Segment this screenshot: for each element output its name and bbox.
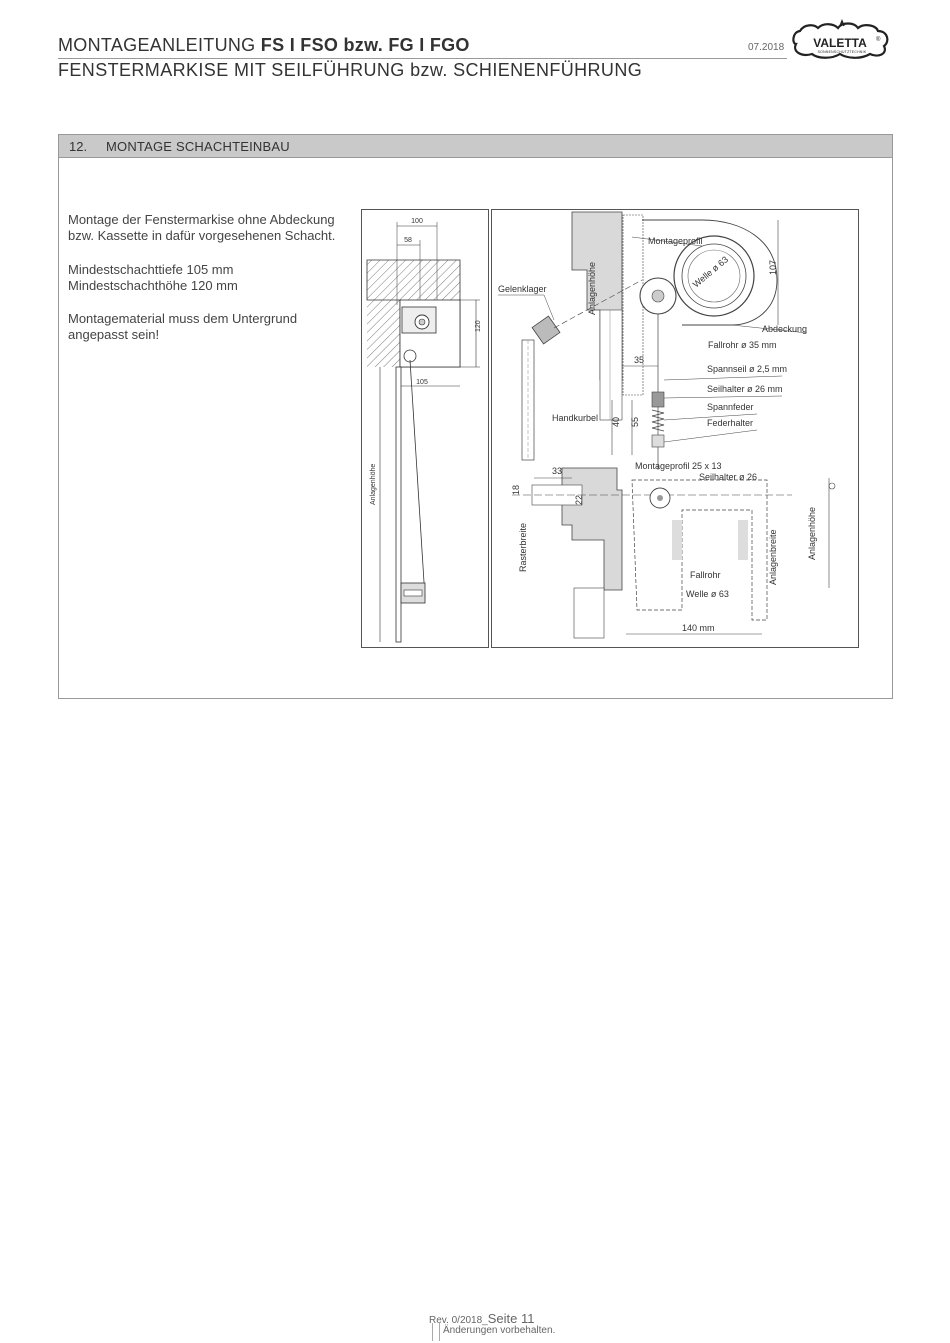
dim-58: 58 <box>404 237 412 244</box>
dim-18: 18 <box>511 484 521 495</box>
valetta-logo <box>790 18 894 60</box>
label-seilhalter-26mm: Seilhalter ø 26 mm <box>707 384 783 394</box>
label-spannfeder: Spannfeder <box>707 402 754 412</box>
label-anlagenhoehe-left: Anlagenhöhe <box>370 463 377 505</box>
document-subtitle: FENSTERMARKISE MIT SEILFÜHRUNG bzw. SCHIENENFÜHRUNG <box>58 60 643 80</box>
paragraph-min-height: Mindestschachthöhe 120 mm <box>68 278 238 293</box>
dim-22: 22 <box>574 494 584 505</box>
footer-revision <box>429 1311 535 1326</box>
document-title <box>58 35 470 56</box>
dim-35: 35 <box>634 355 645 365</box>
logo-text: VALETTA <box>813 36 867 50</box>
dim-140mm: 140 mm <box>682 623 715 633</box>
label-fallrohr-bottom: Fallrohr <box>690 570 721 580</box>
paragraph-montage: Montage der Fenstermarkise ohne Abdeckung bzw. Kassette in dafür vorgesehenen Schacht. <box>68 212 336 243</box>
label-federhalter: Federhalter <box>707 418 754 428</box>
logo-tagline: SONNENSCHUTZTECHNIK <box>817 50 867 54</box>
dim-107: 107 <box>768 259 778 275</box>
figure-left-frame <box>361 209 489 648</box>
label-spannseil: Spannseil ø 2,5 mm <box>707 364 788 374</box>
figure-left-drawing <box>362 210 488 647</box>
dim-105: 105 <box>416 379 428 386</box>
document-date: 07.2018 <box>748 42 785 53</box>
title-product-codes: FS I FSO bzw. FG I FGO <box>260 35 470 55</box>
label-welle-63-bottom: Welle ø 63 <box>686 589 729 599</box>
label-fallrohr-35: Fallrohr ø 35 mm <box>708 340 777 350</box>
label-welle-63-top: Welle ø 63 <box>690 254 731 290</box>
paragraph-material: Montagematerial muss dem Untergrund angepasst sein! <box>68 311 298 342</box>
label-anlagenhoehe-right: Anlagenhöhe <box>587 261 597 315</box>
page-number: Seite 11 <box>487 1311 535 1326</box>
label-seilhalter-26: Seilhalter ø 26 <box>699 472 758 482</box>
label-anlagenbreite: Anlagenbreite <box>768 529 778 585</box>
paragraph-min-depth: Mindestschachttiefe 105 mm <box>68 262 234 277</box>
label-anlagenhoehe-side: Anlagenhöhe <box>807 506 817 560</box>
section-number: 12. <box>69 139 88 154</box>
label-gelenklager: Gelenklager <box>498 284 547 294</box>
dim-40: 40 <box>611 416 621 427</box>
dim-55: 55 <box>630 416 640 427</box>
footer-rev-text: Rev. 0/2018_ <box>429 1315 488 1326</box>
section-title: MONTAGE SCHACHTEINBAU <box>106 139 290 154</box>
title-prefix: MONTAGEANLEITUNG <box>58 35 261 55</box>
dim-100: 100 <box>411 218 423 225</box>
label-rasterbreite: Rasterbreite <box>518 522 528 572</box>
logo-registered-mark: ® <box>876 37 881 43</box>
header-rule <box>58 58 787 59</box>
label-montageprofil-25x13: Montageprofil 25 x 13 <box>635 461 722 471</box>
section-header <box>59 135 892 158</box>
label-montageprofil: Montageprofil <box>648 236 703 246</box>
dim-120: 120 <box>475 320 482 332</box>
figure-right-frame <box>491 209 859 648</box>
label-abdeckung: Abdeckung <box>762 324 808 334</box>
figure-right-drawing <box>492 210 858 647</box>
footer-note: Änderungen vorbehalten. <box>443 1325 556 1336</box>
label-handkurbel: Handkurbel <box>552 413 599 423</box>
footer-divider <box>432 1323 440 1341</box>
dim-33: 33 <box>552 466 563 476</box>
